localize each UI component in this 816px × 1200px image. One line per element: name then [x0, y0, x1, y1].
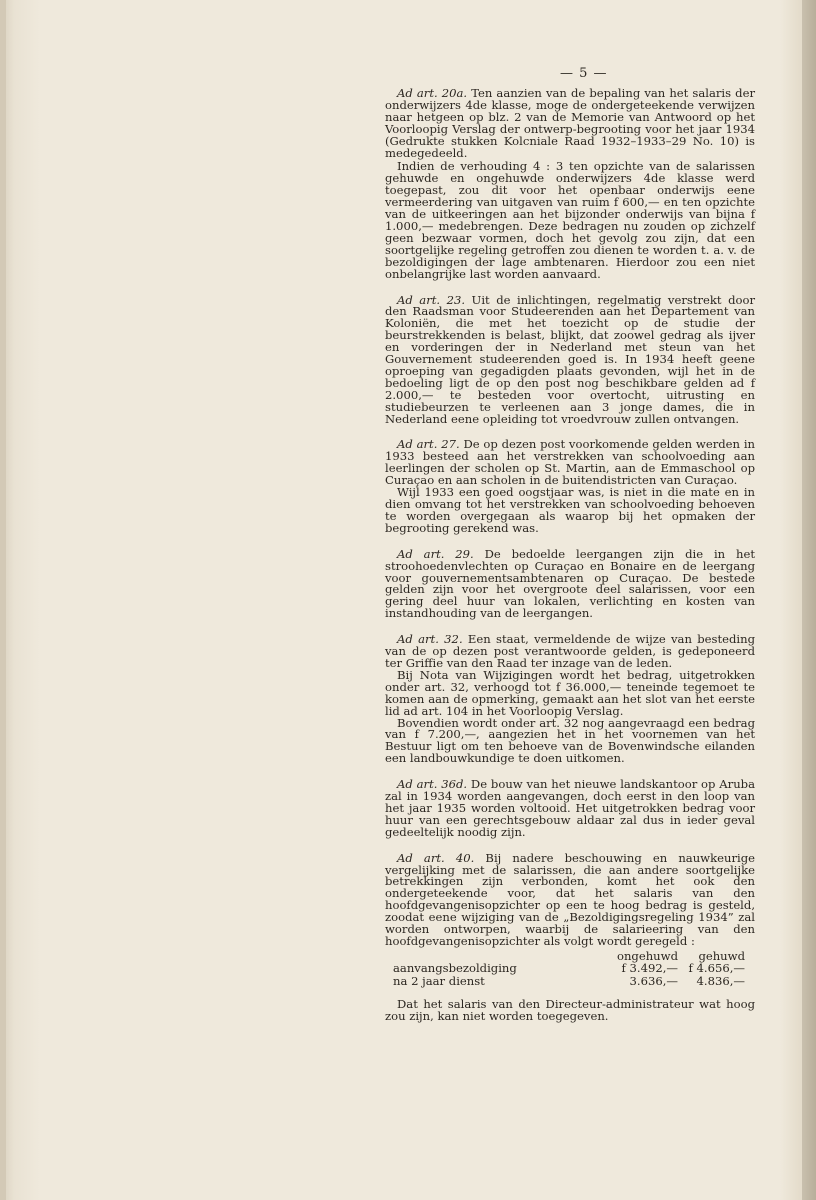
row-label: aanvangsbezoldiging: [393, 961, 517, 976]
paragraph-text: De op dezen post voorkomende gelden werden in 1933 besteed aan het verstrekken van schoolvoeding aan leerlingen der scholen op St. Martin, aan de Emmaschool op Curaçao en aan scholen in de buitendistricten van Curaçao.: [385, 437, 755, 488]
article-ref: Ad art. 36d.: [397, 777, 468, 792]
article-ref: Ad art. 40.: [397, 850, 475, 865]
article-ref: Ad art. 23.: [397, 292, 466, 307]
paragraph-art-20a: [385, 88, 755, 159]
paragraph-bovendien: [385, 715, 755, 766]
page-right-edge: [802, 0, 816, 1200]
salary-table: [385, 950, 755, 988]
page-left-edge: [0, 0, 6, 1200]
paragraph-verhouding: [385, 161, 755, 280]
article-ref: Ad art. 32.: [397, 632, 463, 647]
header-gehuwd: gehuwd: [698, 948, 745, 963]
paragraph-art-40: [385, 850, 755, 948]
cell-gehuwd: f 4.656,—: [688, 961, 745, 976]
cell-ongehuwd: 3.636,—: [629, 973, 678, 988]
paragraph-art-23: [385, 292, 755, 426]
paragraph-text: Ten aanzien van de bepaling van het salaris der onderwijzers 4de klasse, moge de ondergeteekende verwijzen naar hetgeen op blz. 2 van de Memorie van Antwoord op het Voorloopig Verslag der ontwerp-begrooting voor het jaar 1934 (Gedrukte stukken Kolcniale Raad 1932–1933–29 No. 10) is medegedeeld.: [385, 86, 755, 160]
paragraph-text: De bedoelde leergangen zijn die in het stroohoedenvlechten op Curaçao en Bonaire en de leergang voor gouvernementsambtenaren op Curaçao. De bestede gelden zijn voor het overgroote deel salarissen, voor een gering deel huur van lokalen, verlichting en kosten van instandhouding van de leergangen.: [385, 546, 755, 621]
paragraph-text: Uit de inlichtingen, regelmatig verstrekt door den Raadsman voor Studeerenden aan het Departement van Koloniën, die met het toezicht op de studie der beurstrekkenden is belast, blijkt, dat zoowel gedrag als ijver en vorderingen der in Nederland met steun van het Gouvernement studeerenden goed is. In 1934 heeft geene oproeping van gegadigden plaats gevonden, wijl het in de bedoeling ligt de op den post nog beschikbare gelden ad f 2.000,— te besteden voor overtocht, uitrusting en studiebeurzen te verleenen aan 3 jonge dames, die in Nederland eene opleiding tot vroedvrouw zullen ontvangen.: [385, 292, 755, 426]
paragraph-nota-wijzigingen: [385, 667, 755, 718]
article-ref: Ad art. 29.: [397, 546, 474, 561]
row-label: na 2 jaar dienst: [393, 973, 485, 988]
table-row: [385, 975, 755, 988]
paragraph-text: Bij nadere beschouwing en nauwkeurige vergelijking met de salarissen, die aan andere soortgelijke betrekkingen zijn verbonden, komt het ook den ondergeteekende voor, dat het salaris van den hoofdgevangenisopzichter op een te hoog bedrag is gesteld, zoodat eene wijziging van de „Bezoldigingsregeling 1934” zal worden ontworpen, waarbij de salarieering van den hoofdgevangenisopzichter als volgt wordt geregeld :: [385, 850, 755, 948]
paragraph-art-29: [385, 546, 755, 621]
paragraph-text: De bouw van het nieuwe landskantoor op Aruba zal in 1934 worden aangevangen, doch eerst in den loop van het jaar 1935 worden voltooid. Het uitgetrokken bedrag voor huur van een gerechtsgebouw aldaar zal dus in ieder geval gedeeltelijk noodig zijn.: [385, 777, 755, 839]
paragraph-art-32: [385, 634, 755, 670]
paragraph-text: Bij Nota van Wijzigingen wordt het bedrag, uitgetrokken onder art. 32, verhoogd tot f 36.000,— teneinde tegemoet te komen aan de opmerking, gemaakt aan het slot van het eerste lid ad art. 104 in het Voorloopig Verslag.: [385, 667, 755, 718]
paragraph-text: Bovendien wordt onder art. 32 nog aangevraagd een bedrag van f 7.200,—, aangezien het in het voornemen van het Bestuur ligt om ten behoeve van de Bovenwindsche eilanden een landbouwkundige te doen uitkomen.: [385, 715, 755, 766]
article-ref: Ad art. 20a.: [397, 86, 468, 100]
paragraph-text: Een staat, vermeldende de wijze van besteding van de op dezen post verantwoorde gelden, is gedeponeerd ter Griffie van den Raad ter inzage van de leden.: [385, 632, 755, 670]
paragraph-oogstjaar: [385, 487, 755, 535]
article-ref: Ad art. 27.: [397, 437, 460, 452]
header-ongehuwd: ongehuwd: [616, 948, 678, 963]
cell-gehuwd: 4.836,—: [696, 973, 745, 988]
body-text: [385, 88, 755, 1023]
paragraph-art-27: [385, 439, 755, 487]
page-number: — 5 —: [560, 66, 608, 81]
paragraph-text: Indien de verhouding 4 : 3 ten opzichte van de salarissen gehuwde en ongehuwde onderwijzers 4de klasse werd toegepast, zou dit voor het openbaar onderwijs eene vermeerdering van uitgaven van ruim f 600,— en ten opzichte van de uitkeeringen aan het bijzonder onderwijs van bijna f 1.000,— medebrengen. Deze bedragen nu zouden op zichzelf geen bezwaar vormen, doch het gevolg zou zijn, dat een soortgelijke regeling getroffen zou dienen te worden t. a. v. de bezoldigingen der lage ambtenaren. Hierdoor zou een niet onbelangrijke last worden aanvaard.: [385, 159, 755, 281]
paragraph-closing: Dat het salaris van den Directeur-administrateur wat hoog zou zijn, kan niet worden toegegeven.: [385, 997, 755, 1024]
paragraph-text: Wijl 1933 een goed oogstjaar was, is niet in die mate en in dien omvang tot het verstrekken van schoolvoeding behoeven te worden overgegaan als waarop bij het opmaken der begrooting gerekend was.: [385, 485, 755, 535]
cell-ongehuwd: f 3.492,—: [621, 961, 678, 976]
paragraph-art-36d: [385, 779, 755, 839]
